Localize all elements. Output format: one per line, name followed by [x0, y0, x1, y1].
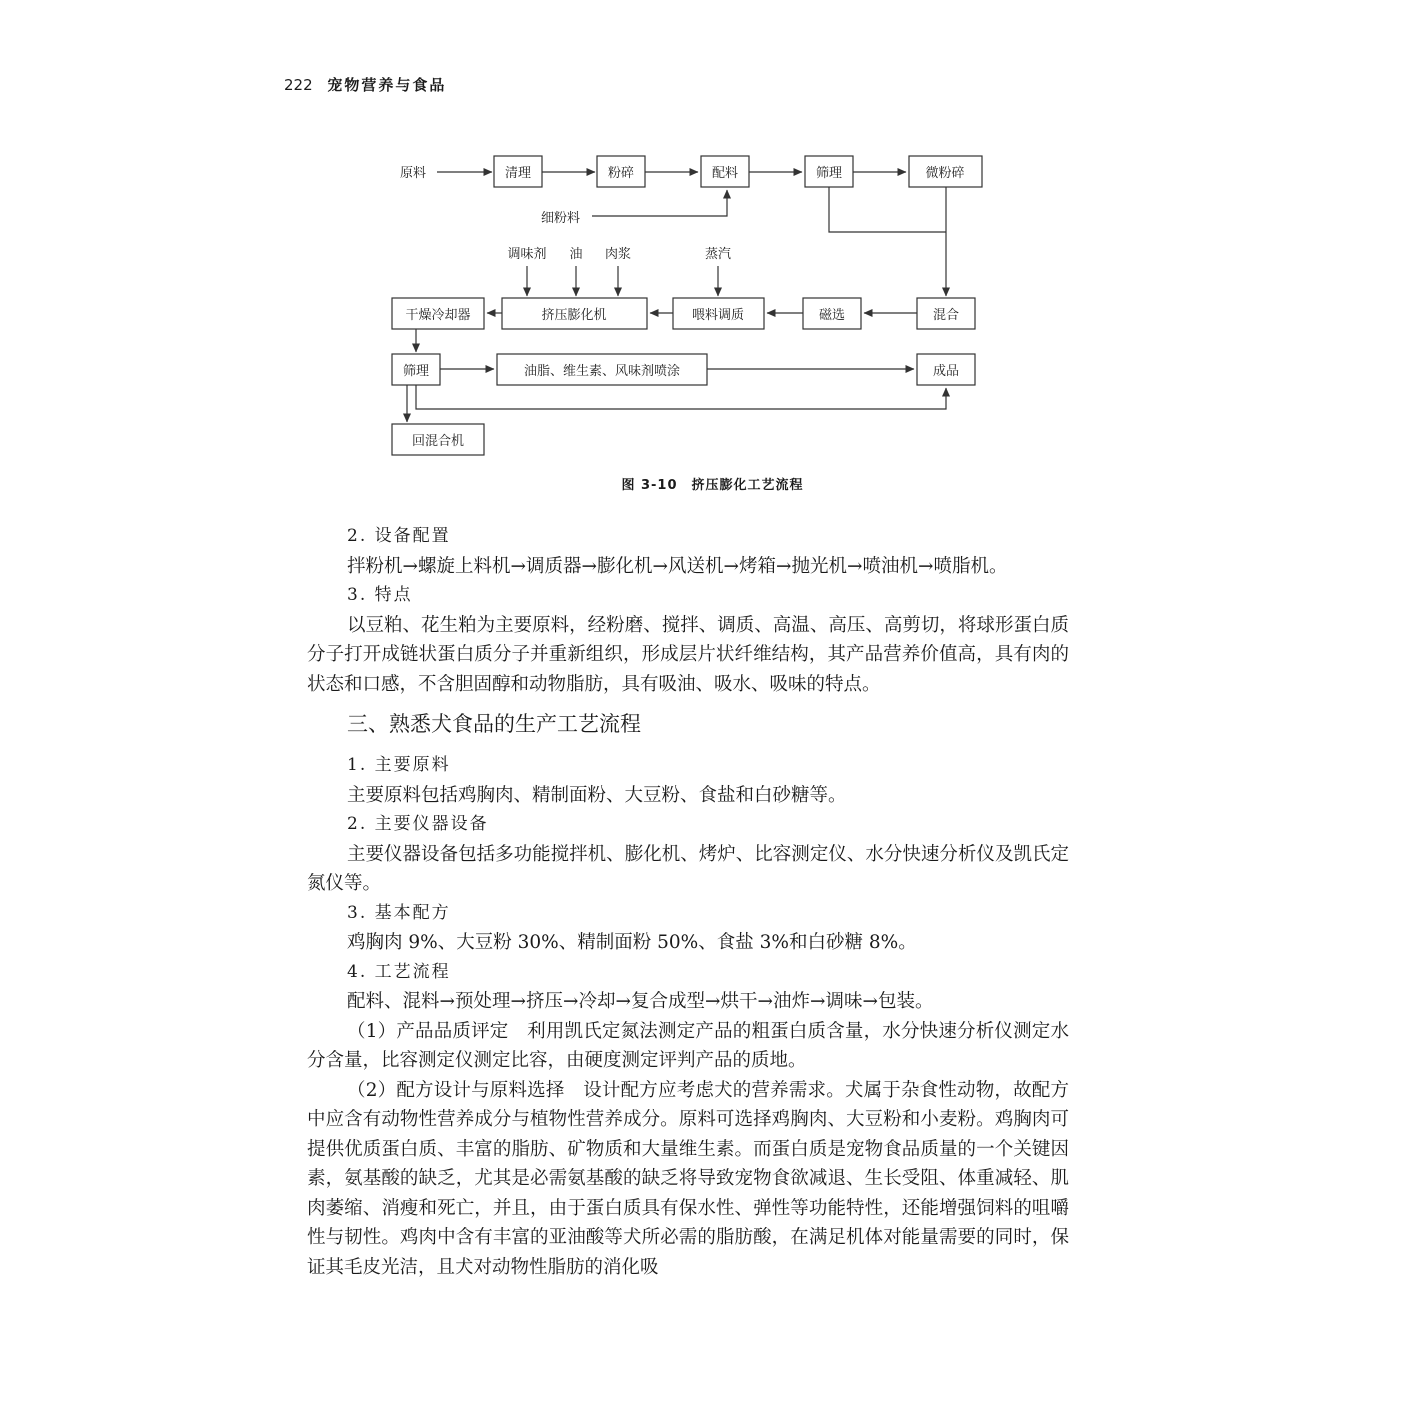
section-features-text: 以豆粕、花生粕为主要原料，经粉磨、搅拌、调质、高温、高压、高剪切，将球形蛋白质分子打开成链状蛋白质分子并重新组织，形成层片状纤维结构，其产品营养价值高，具有肉的状态和口感，不含胆固醇和动物脂肪，具有吸油、吸水、吸味的特点。 [307, 614, 1069, 695]
chapter-heading: 三、熟悉犬食品的生产工艺流程 [347, 712, 641, 736]
node-mix [917, 298, 975, 329]
node-sieve1 [805, 156, 853, 187]
section-equipment-text: 拌粉机→螺旋上料机→调质器→膨化机→风送机→烤箱→抛光机→喷油机→喷脂机。 [347, 555, 1008, 577]
svg-text:清理: 清理 [504, 166, 532, 181]
svg-text:成品: 成品 [932, 364, 960, 379]
node-sieve2 [392, 354, 440, 385]
node-slurry: 肉浆 [604, 247, 632, 262]
node-fine: 细粉料 [541, 211, 581, 226]
item-process-text: 配料、混料→预处理→挤压→冷却→复合成型→烘干→油炸→调味→包装。 [347, 991, 934, 1012]
svg-text:喂料调质: 喂料调质 [691, 308, 745, 323]
item-instruments-title: 2. 主要仪器设备 [347, 814, 489, 834]
svg-text:混合: 混合 [932, 308, 960, 323]
node-oil: 油 [569, 247, 583, 262]
item-formula-title: 3. 基本配方 [347, 902, 451, 923]
svg-text:筛理: 筛理 [815, 166, 843, 181]
book-title: 宠物营养与食品 [327, 76, 447, 94]
node-steam: 蒸汽 [704, 247, 732, 262]
svg-text:粉碎: 粉碎 [607, 166, 635, 181]
node-crush [597, 156, 645, 187]
paragraph-formula-design: （2）配方设计与原料选择 设计配方应考虑犬的营养需求。犬属于杂食性动物，故配方中应含有动物性营养成分与植物性营养成分。原料可选择鸡胸肉、大豆粉和小麦粉。鸡胸肉可提供优质蛋白质、丰富的脂肪、矿物质和大量维生素。而蛋白质是宠物食品质量的一个关键因素，氨基酸的缺乏，尤其是必需氨基酸的缺乏将导致宠物食欲减退、生长受阻、体重减轻、肌肉萎缩、消瘦和死亡，并且，由于蛋白质具有保水性、弹性等功能特性，还能增强饲料的咀嚼性与韧性。鸡肉中含有丰富的亚油酸等犬所必需的脂肪酸，在满足机体对能量需要的同时，保证其毛皮光洁，且犬对动物性脂肪的消化吸 [307, 1079, 1069, 1278]
page-body [307, 522, 1069, 1282]
paragraph-quality: （1）产品品质评定 利用凯氏定氮法测定产品的粗蛋白质含量，水分快速分析仪测定水分含量，比容测定仪测定比容，由硬度测定评判产品的质地。 [307, 1020, 1069, 1071]
node-batch [701, 156, 749, 187]
item-materials-text: 主要原料包括鸡胸肉、精制面粉、大豆粉、食盐和白砂糖等。 [347, 784, 847, 806]
node-product [917, 354, 975, 385]
node-raw: 原料 [400, 166, 427, 181]
item-formula-text: 鸡胸肉 9%、大豆粉 30%、精制面粉 50%、食盐 3%和白砂糖 8%。 [347, 932, 917, 953]
section-equipment-title: 2. 设备配置 [347, 526, 451, 546]
node-clean [494, 156, 542, 187]
item-materials-title: 1. 主要原料 [347, 755, 451, 775]
item-instruments-text: 主要仪器设备包括多功能搅拌机、膨化机、烤炉、比容测定仪、水分快速分析仪及凯氏定氮仪等。 [307, 843, 1069, 894]
svg-text:挤压膨化机: 挤压膨化机 [541, 308, 607, 323]
svg-text:干燥冷却器: 干燥冷却器 [405, 308, 471, 323]
node-seasoning: 调味剂 [507, 247, 547, 262]
item-process-title: 4. 工艺流程 [347, 961, 451, 982]
svg-text:回混合机: 回混合机 [411, 434, 465, 449]
figure-caption: 图 3-10 挤压膨化工艺流程 [621, 478, 804, 493]
node-coating [497, 354, 707, 385]
node-micro [909, 156, 982, 187]
process-flow-diagram [0, 0, 1425, 470]
node-remix [392, 424, 484, 455]
svg-text:配料: 配料 [711, 166, 739, 181]
svg-text:筛理: 筛理 [402, 364, 430, 379]
node-dryer [392, 298, 484, 329]
section-features-title: 3. 特点 [347, 585, 413, 605]
node-extruder [502, 298, 647, 329]
node-magnet [803, 298, 861, 329]
node-conditioner [673, 298, 764, 329]
svg-text:磁选: 磁选 [818, 308, 846, 323]
svg-text:油脂、维生素、风味剂喷涂: 油脂、维生素、风味剂喷涂 [523, 364, 681, 379]
svg-text:微粉碎: 微粉碎 [925, 166, 965, 181]
page-number: 222 [284, 76, 313, 94]
